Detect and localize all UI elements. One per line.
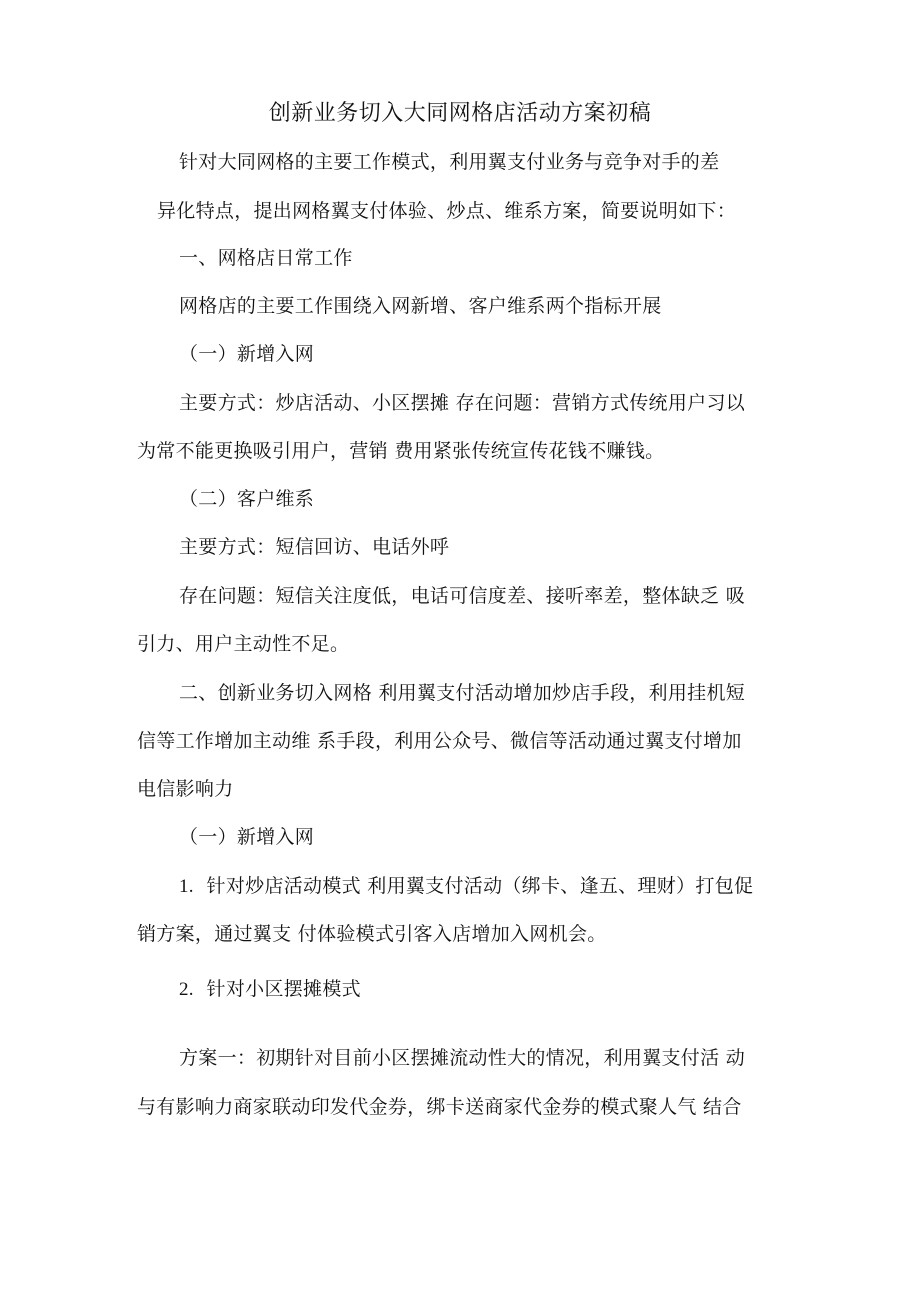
paragraph-line: 主要方式：短信回访、电话外呼 (179, 536, 450, 558)
list-item (179, 874, 753, 899)
subsection-heading: （二）客户维系 (179, 488, 315, 510)
section-heading: 一、网格店日常工作 (179, 247, 353, 269)
paragraph-line: 网格店的主要工作围绕入网新增、客户维系两个指标开展 (179, 295, 662, 317)
document-title: 创新业务切入大同网格店活动方案初稿 (268, 101, 652, 126)
section-heading: 二、创新业务切入网格 利用翼支付活动增加炒店手段，利用挂机短 (179, 682, 746, 704)
list-item-number: 2. (179, 979, 194, 1000)
paragraph-line: 销方案，通过翼支 付体验模式引客入店增加入网机会。 (137, 923, 607, 945)
subsection-heading: （一）新增入网 (179, 826, 315, 848)
paragraph-line: 存在问题：短信关注度低，电话可信度差、接听率差，整体缺乏 吸 (179, 585, 746, 607)
list-item (179, 977, 361, 1002)
paragraph-line: 电信影响力 (137, 778, 234, 800)
paragraph-line: 方案一：初期针对目前小区摆摊流动性大的情况，利用翼支付活 动 (179, 1047, 746, 1069)
paragraph-line: 主要方式：炒店活动、小区摆摊 存在问题：营销方式传统用户习以 (179, 392, 746, 414)
paragraph-line: 引力、用户主动性不足。 (137, 633, 350, 655)
list-item-text: 针对炒店活动模式 利用翼支付活动（绑卡、逢五、理财）打包促 (206, 875, 754, 897)
paragraph-line: 异化特点，提出网格翼支付体验、炒点、维系方案，简要说明如下： (157, 200, 737, 222)
subsection-heading: （一）新增入网 (179, 343, 315, 365)
paragraph-line: 信等工作增加主动维 系手段，利用公众号、微信等活动通过翼支付增加 (137, 730, 742, 752)
paragraph-line: 针对大同网格的主要工作模式，利用翼支付业务与竞争对手的差 (179, 151, 720, 173)
list-item-text: 针对小区摆摊模式 (206, 978, 361, 1000)
paragraph-line: 为常不能更换吸引用户，营销 费用紧张传统宣传花钱不赚钱。 (137, 440, 665, 462)
list-item-number: 1. (179, 876, 194, 897)
paragraph-line: 与有影响力商家联动印发代金券，绑卡送商家代金券的模式聚人气 结合 (137, 1096, 742, 1118)
